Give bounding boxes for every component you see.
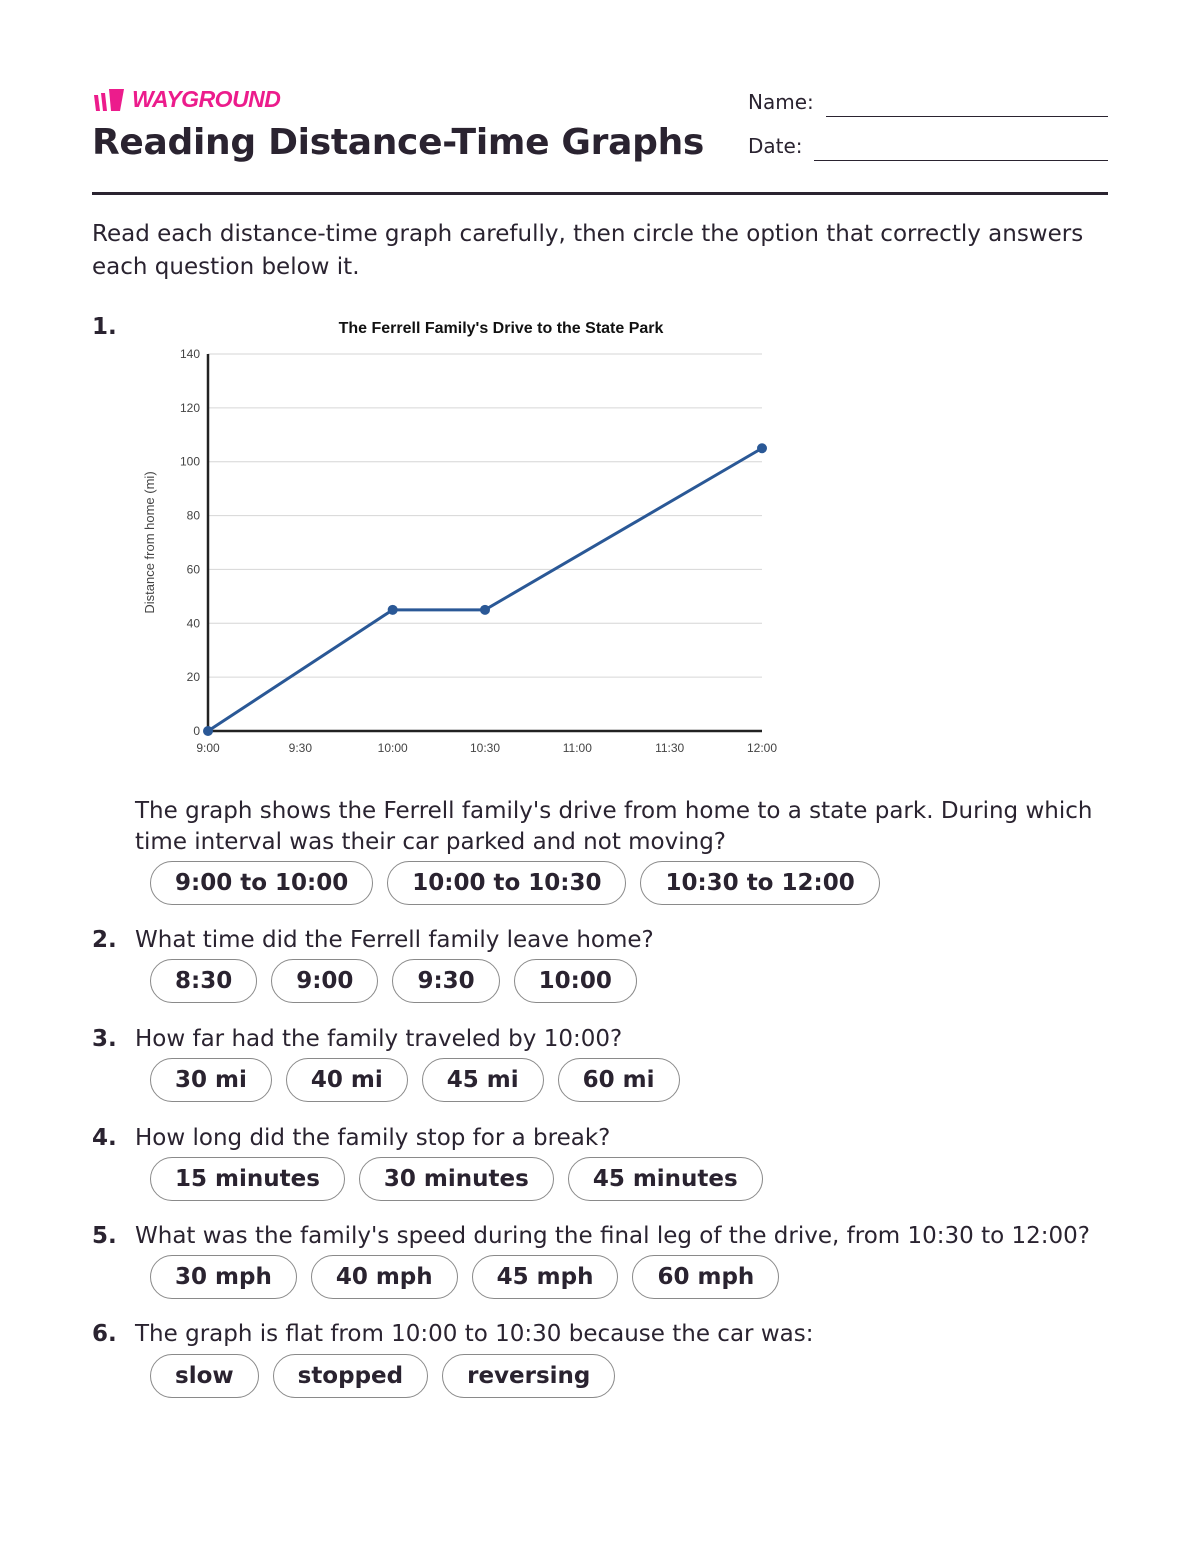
- question-2-option-b[interactable]: 9:00: [271, 959, 378, 1003]
- question-1-option-c[interactable]: 10:30 to 12:00: [640, 861, 879, 905]
- question-2-text: What time did the Ferrell family leave home?: [135, 927, 654, 953]
- question-3-text: How far had the family traveled by 10:00?: [135, 1026, 623, 1052]
- y-tick-label: 20: [186, 670, 200, 685]
- distance-time-chart: [130, 310, 810, 770]
- question-2-option-a[interactable]: 8:30: [150, 959, 257, 1003]
- question-3-option-a[interactable]: 30 mi: [150, 1058, 272, 1102]
- question-5-option-c[interactable]: 45 mph: [472, 1255, 619, 1299]
- series-line: [208, 448, 762, 731]
- y-tick-label: 140: [179, 347, 200, 361]
- question-1-number: 1.: [92, 314, 117, 340]
- question-6-text: The graph is flat from 10:00 to 10:30 because the car was:: [135, 1321, 814, 1347]
- data-point: [388, 605, 398, 615]
- y-tick-label: 120: [179, 400, 200, 415]
- question-5-text: What was the family's speed during the final leg of the drive, from 10:30 to 12:00?: [135, 1223, 1090, 1249]
- x-tick-label: 10:00: [377, 741, 408, 755]
- question-4-options: [150, 1157, 763, 1201]
- date-label: Date:: [748, 134, 803, 158]
- data-point: [480, 605, 490, 615]
- page-title: Reading Distance-Time Graphs: [92, 122, 705, 163]
- instructions: Read each distance-time graph carefully, then circle the option that correctly answers each question below it.: [92, 221, 1084, 280]
- question-5-number: 5.: [92, 1223, 117, 1249]
- question-6-number: 6.: [92, 1321, 117, 1347]
- y-tick-label: 100: [179, 454, 200, 469]
- name-field[interactable]: [826, 116, 1108, 117]
- question-4-option-c[interactable]: 45 minutes: [568, 1157, 763, 1201]
- question-2-options: [150, 959, 637, 1003]
- question-4-number: 4.: [92, 1125, 117, 1151]
- question-3-option-b[interactable]: 40 mi: [286, 1058, 408, 1102]
- chart-title: The Ferrell Family's Drive to the State Park: [338, 320, 664, 337]
- question-2-option-c[interactable]: 9:30: [392, 959, 499, 1003]
- y-tick-label: 40: [186, 616, 200, 631]
- y-axis-label: Distance from home (mi): [142, 471, 157, 614]
- question-1-options: [150, 861, 880, 905]
- y-tick-label: 0: [193, 724, 200, 738]
- brand-logo: [92, 86, 280, 113]
- question-2-number: 2.: [92, 927, 117, 953]
- question-5-options: [150, 1255, 779, 1299]
- question-3-option-c[interactable]: 45 mi: [422, 1058, 544, 1102]
- x-tick-label: 12:00: [746, 741, 778, 755]
- header-divider: [92, 192, 1108, 195]
- y-tick-label: 80: [186, 508, 200, 523]
- question-3-option-d[interactable]: 60 mi: [558, 1058, 680, 1102]
- data-point: [757, 443, 767, 453]
- question-5-option-a[interactable]: 30 mph: [150, 1255, 297, 1299]
- brand-name: WAYGROUND: [132, 86, 281, 112]
- question-1-option-a[interactable]: 9:00 to 10:00: [150, 861, 373, 905]
- question-6-options: [150, 1354, 615, 1398]
- question-5-option-b[interactable]: 40 mph: [311, 1255, 458, 1299]
- question-6-option-a[interactable]: slow: [150, 1354, 259, 1398]
- question-4-option-b[interactable]: 30 minutes: [359, 1157, 554, 1201]
- question-3-number: 3.: [92, 1026, 117, 1052]
- question-6-option-b[interactable]: stopped: [273, 1354, 428, 1398]
- x-tick-label: 9:30: [288, 741, 313, 755]
- x-tick-label: 11:30: [655, 741, 685, 755]
- question-2-option-d[interactable]: 10:00: [514, 959, 637, 1003]
- question-3-options: [150, 1058, 680, 1102]
- y-tick-label: 60: [186, 562, 200, 577]
- question-5-option-d[interactable]: 60 mph: [632, 1255, 779, 1299]
- x-tick-label: 10:30: [469, 741, 501, 755]
- question-1-text: The graph shows the Ferrell family's drive from home to a state park. During which time interval was their car parked and not moving?: [135, 798, 1093, 855]
- name-label: Name:: [748, 90, 814, 114]
- question-4-text: How long did the family stop for a break?: [135, 1125, 611, 1151]
- x-tick-label: 9:00: [196, 741, 220, 755]
- question-6-option-c[interactable]: reversing: [442, 1354, 615, 1398]
- question-4-option-a[interactable]: 15 minutes: [150, 1157, 345, 1201]
- data-point: [203, 726, 213, 736]
- x-tick-label: 11:00: [562, 741, 592, 755]
- wayground-logo-icon: [92, 87, 126, 113]
- date-field[interactable]: [814, 160, 1108, 161]
- question-1-option-b[interactable]: 10:00 to 10:30: [387, 861, 626, 905]
